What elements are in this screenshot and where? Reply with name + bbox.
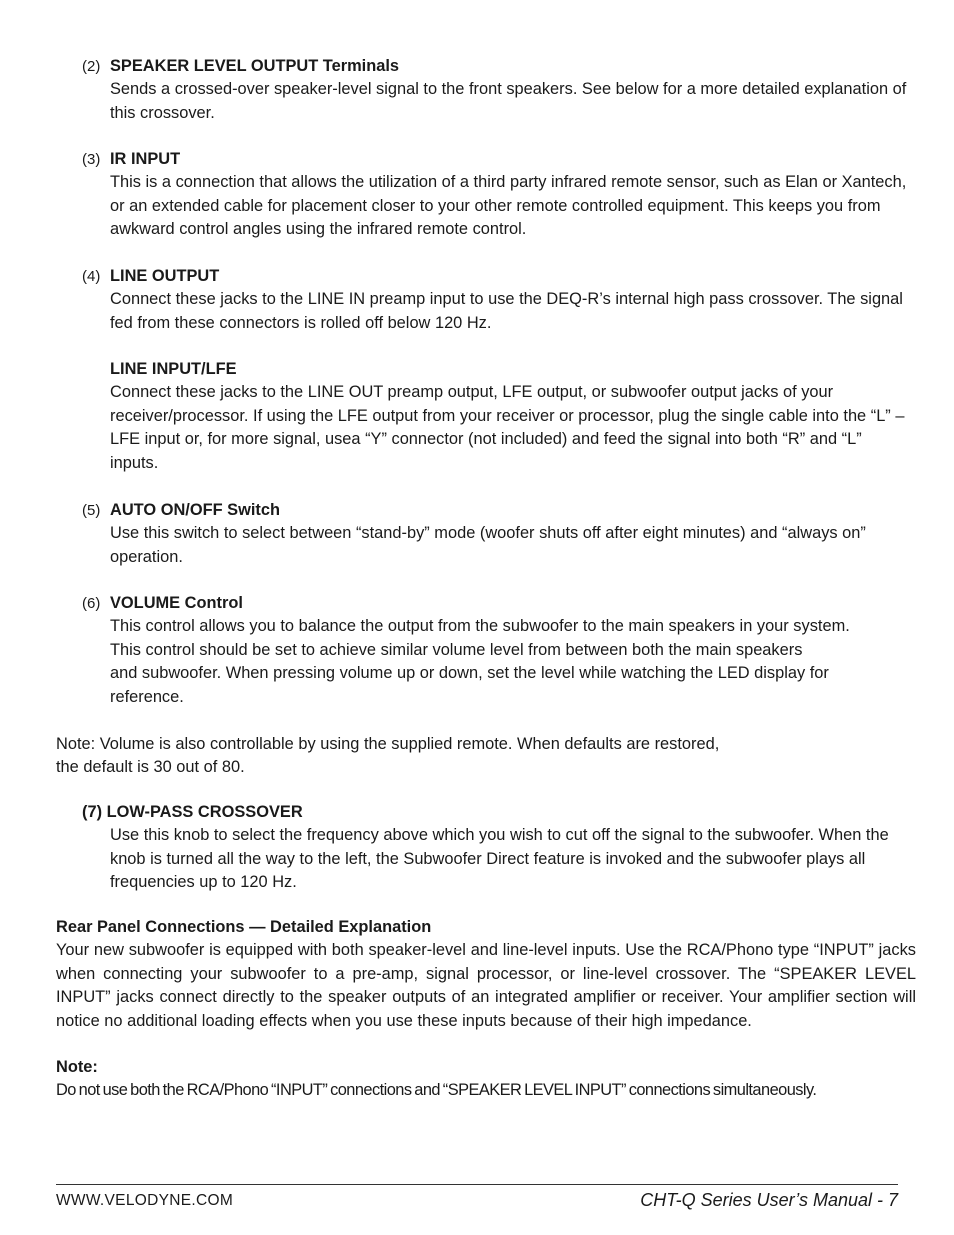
section-heading: LINE INPUT/LFE <box>110 360 237 378</box>
note-line: Note: Volume is also controllable by using the supplied remote. When defaults are restored, <box>56 735 720 753</box>
section-speaker-level-output <box>82 55 912 125</box>
section-heading: (7) LOW-PASS CROSSOVER <box>82 803 303 821</box>
section-heading: AUTO ON/OFF Switch <box>110 501 280 519</box>
body-line: This control allows you to balance the output from the subwoofer to the main speakers in your system. <box>110 617 850 636</box>
section-line-input-lfe <box>82 358 912 475</box>
section-line-output <box>82 265 912 335</box>
volume-note <box>56 733 916 780</box>
body-line: and subwoofer. When pressing volume up or down, set the level while watching the LED display for <box>110 664 829 683</box>
final-note-body: Do not use both the RCA/Phono “INPUT” connections and “SPEAKER LEVEL INPUT” connections simultaneously. <box>56 1081 817 1100</box>
body-line: reference. <box>110 687 184 706</box>
section-low-pass-crossover <box>82 801 912 895</box>
body-line: This control should be set to achieve similar volume level from between both the main speakers <box>110 640 803 659</box>
section-volume-control <box>82 592 912 709</box>
section-body: Connect these jacks to the LINE OUT preamp output, LFE output, or subwoofer output jacks of your receiver/processor. If using the LFE output from your receiver or processor, plug the single cable into the “L” – LFE input or, for more signal, usea “Y” connector (not included) and feed the signal into both “R” and “L” inputs. <box>110 383 905 472</box>
section-ir-input <box>82 148 912 242</box>
final-note-heading: Note: <box>56 1058 98 1076</box>
section-heading: VOLUME Control <box>110 594 243 612</box>
note-line: the default is 30 out of 80. <box>56 758 245 777</box>
section-body <box>110 615 912 709</box>
section-body: Use this knob to select the frequency above which you wish to cut off the signal to the subwoofer. When the knob is turned all the way to the left, the Subwoofer Direct feature is invoked and the subwoofer plays all frequencies up to 120 Hz. <box>110 826 889 892</box>
section-body: Use this switch to select between “stand-by” mode (woofer shuts off after eight minutes) and “always on” operation. <box>110 524 866 566</box>
rear-panel-heading: Rear Panel Connections — Detailed Explanation <box>56 918 432 936</box>
section-heading: LINE OUTPUT <box>110 267 220 285</box>
rear-panel-body: Your new subwoofer is equipped with both speaker-level and line-level inputs. Use the RCA/Phono type “INPUT” jacks when connecting your subwoofer to a pre-amp, signal processor, or line-level crossover. The “SPEAKER LEVEL INPUT” jacks connect directly to the speaker outputs of an integrated amplifier or receiver. Your amplifier section will notice no additional loading effects when you use these inputs because of their high impedance. <box>56 941 916 1030</box>
section-body: Sends a crossed-over speaker-level signal to the front speakers. See below for a more detailed explanation of this crossover. <box>110 80 907 122</box>
section-number: (5) <box>82 502 101 519</box>
section-auto-on-off <box>82 499 912 569</box>
section-number: (3) <box>82 151 101 168</box>
section-number: (6) <box>82 595 101 612</box>
footer-page-label: CHT-Q Series User’s Manual - 7 <box>640 1190 898 1210</box>
section-number: (2) <box>82 58 101 75</box>
section-body: Connect these jacks to the LINE IN preamp input to use the DEQ-R’s internal high pass crossover. The signal fed from these connectors is rolled off below 120 Hz. <box>110 290 903 332</box>
section-heading: IR INPUT <box>110 150 181 168</box>
final-note <box>56 1056 916 1103</box>
section-number: (4) <box>82 268 101 285</box>
footer-divider <box>56 1184 898 1185</box>
rear-panel-section <box>56 916 916 1033</box>
footer-website: WWW.VELODYNE.COM <box>56 1192 234 1209</box>
section-body: This is a connection that allows the utilization of a third party infrared remote sensor, such as Elan or Xantech, or an extended cable for placement closer to your other remote controlled equipment. This keeps you from awkward control angles using the infrared remote control. <box>110 173 907 239</box>
section-heading: SPEAKER LEVEL OUTPUT Terminals <box>110 57 400 75</box>
